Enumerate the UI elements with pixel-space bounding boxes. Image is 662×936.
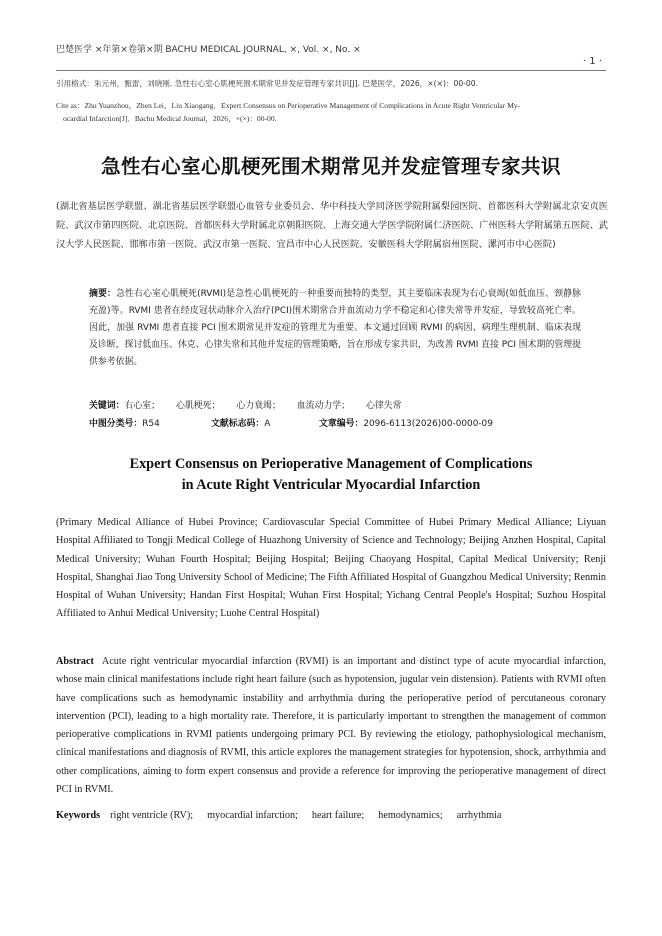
clc-number [89,416,160,429]
header-rule [56,70,606,71]
abstract-cn [89,286,581,371]
keywords-en [56,810,606,821]
keywords-cn [89,398,581,411]
article-title-en [0,454,662,495]
abstract-cn-label: 摘要： [89,289,117,299]
citation-format-en [56,99,611,125]
page-number: · 1 · [582,56,602,67]
doc-code-label: 文献标志码： [211,419,265,429]
article-title-cn: 急性右心室心肌梗死围术期常见并发症管理专家共识 [100,155,561,178]
keyword-cn: 右心室； [124,401,160,411]
citation-format-cn: 引用格式：朱元州，甄雷，刘晓刚. 急性右心室心肌梗死围术期常见并发症管理专家共识[J]. 巴楚医学，2026，×(×)：00-00. [56,79,478,88]
article-id-value: 2096-6113(2026)00-0000-09 [363,419,493,429]
running-head: 巴楚医学 ×年第×卷第×期 BACHU MEDICAL JOURNAL, ×, Vol. ×, No. × [56,45,361,55]
keyword-en: heart failure; [311,810,365,821]
article-id-label: 文章编号： [319,419,364,429]
keyword-cn: 心力衰竭； [236,401,281,411]
abstract-en [56,653,606,799]
citation-en-line1: Cite as：Zhu Yuanzhou，Zhen Lei，Liu Xiaogang．Expert Consensus on Perioperative Management of Complications in Acute Right Ventricular My- [56,101,521,110]
keyword-en: arrhythmia [456,810,502,821]
article-id [319,416,493,429]
clc-label: 中图分类号： [89,419,143,429]
affiliations-en: (Primary Medical Alliance of Hubei Province; Cardiovascular Special Committee of Hubei Primary Medical Alliance; Liyuan Hospital Affiliated to Tongji Medical College of Huazhong University of Science and Technology; Beijing Anzhen Hospital, Capital Medical University; Wuhan Fourth Hospital; Beijing Hospital; Beijing Chaoyang Hospital, Capital Medical University; Renji Hospital, Shanghai Jiao Tong University School of Medicine; The Fifth Affiliated Hospital of Guangzhou Medical University; Renmin Hospital of Wuhan University; Handan First Hospital; Wuhan First Hospital; Yichang Central People's Hospital; Suzhou Hospital Affiliated to Anhui Medical University; Luohe Central Hospital) [56,517,606,620]
keywords-en-label: Keywords [56,810,101,821]
citation-en-line2: ocardial Infarction[J]．Bachu Medical Journal，2026，×(×)：00-00. [63,114,277,123]
keyword-cn: 心肌梗死； [176,401,221,411]
abstract-cn-text: 急性右心室心肌梗死(RVMI)是急性心肌梗死的一种重要而独特的类型，其主要临床表现为右心衰竭(如低血压、颈静脉充盈)等。RVMI 患者在经皮冠状动脉介入治疗(PCI)围术期常合并血流动力学不稳定和心律失常等并发症，导致较高死亡率。因此，加强 RVMI 患者直接 PCI 围术期常见并发症的管理尤为重要。本文通过回顾 RVMI 的病因、病理生理机制、临床表现及诊断，探讨低血压、休克、心律失常和其他并发症的管理策略，旨在形成专家共识，为改善 RVMI 直接 PCI 围术期的管理提供参考依据。 [89,289,581,368]
document-code [211,416,270,429]
keyword-en: hemodynamics; [378,810,443,821]
doc-code-value: A [264,419,271,429]
title-en-line2: in Acute Right Ventricular Myocardial Infarction [181,476,481,493]
keywords-cn-label: 关键词： [89,401,125,411]
clc-value: R54 [142,419,160,429]
title-en-line1: Expert Consensus on Perioperative Management of Complications [129,456,533,472]
abstract-en-text: Acute right ventricular myocardial infarction (RVMI) is an important and distinct type of acute myocardial infarction, whose main clinical manifestations include right heart failure (such as hypotension, jugular vein distension). Patients with RVMI often have complications such as hemodynamic instability and arrhythmia during the perioperative period of percutaneous coronary intervention (PCI), leading to a high mortality rate. Therefore, it is particularly important to strengthen the management of common perioperative complications in RVMI patients undergoing primary PCI. By reviewing the etiology, pathophysiological mechanism, clinical manifestations and diagnosis of RVMI, this article explores the management strategies for hypotension, shock, arrhythmia and other complications, aiming to form expert consensus and provide a reference for improving the perioperative management of direct PCI in RVMI. [56,656,606,796]
abstract-en-label: Abstract [56,656,94,667]
keyword-en: right ventricle (RV); [110,810,194,821]
keyword-cn: 血流动力学； [296,401,350,411]
keyword-en: myocardial infarction; [207,810,298,821]
affiliations-cn: (湖北省基层医学联盟、湖北省基层医学联盟心血管专业委员会、华中科技大学同济医学院附属梨园医院、首都医科大学附属北京安贞医院、武汉市第四医院、北京医院、首都医科大学附属北京朝阳医院、上海交通大学医学院附属仁济医院、广州医科大学附属第五医院、武汉大学人民医院、邯郸市第一医院、武汉市第一医院、宜昌市中心人民医院、安徽医科大学附属宿州医院、漯河市中心医院) [56,201,608,251]
keyword-cn: 心律失常 [366,401,402,411]
